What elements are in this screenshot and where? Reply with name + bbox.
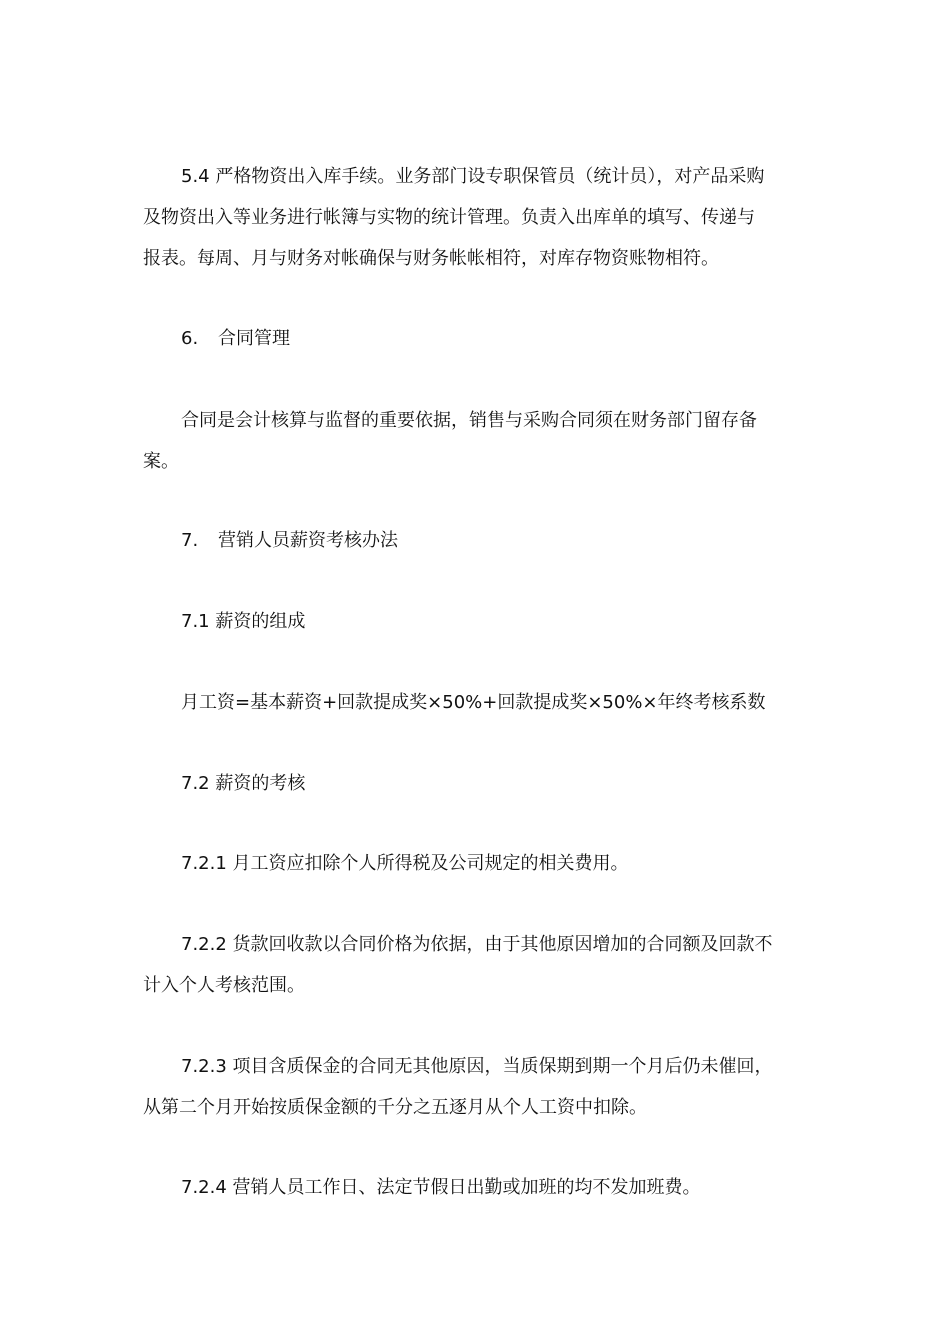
- paragraph-line: 7.2.4 营销人员工作日、法定节假日出勤或加班的均不发加班费。: [181, 1177, 701, 1198]
- paragraph-line: 从第二个月开始按质保金额的千分之五逐月从个人工资中扣除。: [143, 1097, 647, 1118]
- heading-6: [143, 318, 808, 359]
- heading-number: 6.: [181, 328, 199, 349]
- paragraph-line: 5.4 严格物资出入库手续。业务部门设专职保管员（统计员），对产品采购: [181, 166, 765, 187]
- paragraph-line: 合同是会计核算与监督的重要依据，销售与采购合同须在财务部门留存备: [181, 410, 757, 431]
- section-7-2-3: [143, 1046, 808, 1128]
- formula-text: 月工资=基本薪资+回款提成奖×50%+回款提成奖×50%×年终考核系数: [181, 692, 766, 713]
- section-7-2-2: [143, 924, 808, 1006]
- paragraph-line: 案。: [143, 451, 179, 472]
- section-7-1: [143, 601, 808, 642]
- paragraph-line: 7.2.2 货款回收款以合同价格为依据，由于其他原因增加的合同额及回款不: [181, 934, 773, 955]
- paragraph-line: 计入个人考核范围。: [143, 975, 305, 996]
- section-title: 7.2 薪资的考核: [181, 773, 306, 794]
- salary-formula: [143, 682, 808, 723]
- heading-title: 营销人员薪资考核办法: [218, 530, 398, 551]
- paragraph-line: 报表。每周、月与财务对帐确保与财务帐帐相符，对库存物资账物相符。: [143, 248, 719, 269]
- heading-7: [143, 520, 808, 561]
- section-7-2: [143, 763, 808, 804]
- paragraph-line: 7.2.1 月工资应扣除个人所得税及公司规定的相关费用。: [181, 853, 629, 874]
- paragraph-line: 及物资出入等业务进行帐簿与实物的统计管理。负责入出库单的填写、传递与: [143, 207, 755, 228]
- section-7-2-4: [143, 1167, 808, 1208]
- heading-title: 合同管理: [218, 328, 290, 349]
- heading-number: 7.: [181, 530, 199, 551]
- section-7-2-1: [143, 843, 808, 884]
- section-title: 7.1 薪资的组成: [181, 611, 306, 632]
- paragraph-5-4: [143, 156, 808, 279]
- paragraph-contract: [143, 400, 808, 482]
- paragraph-line: 7.2.3 项目含质保金的合同无其他原因，当质保期到期一个月后仍未催回，: [181, 1056, 773, 1077]
